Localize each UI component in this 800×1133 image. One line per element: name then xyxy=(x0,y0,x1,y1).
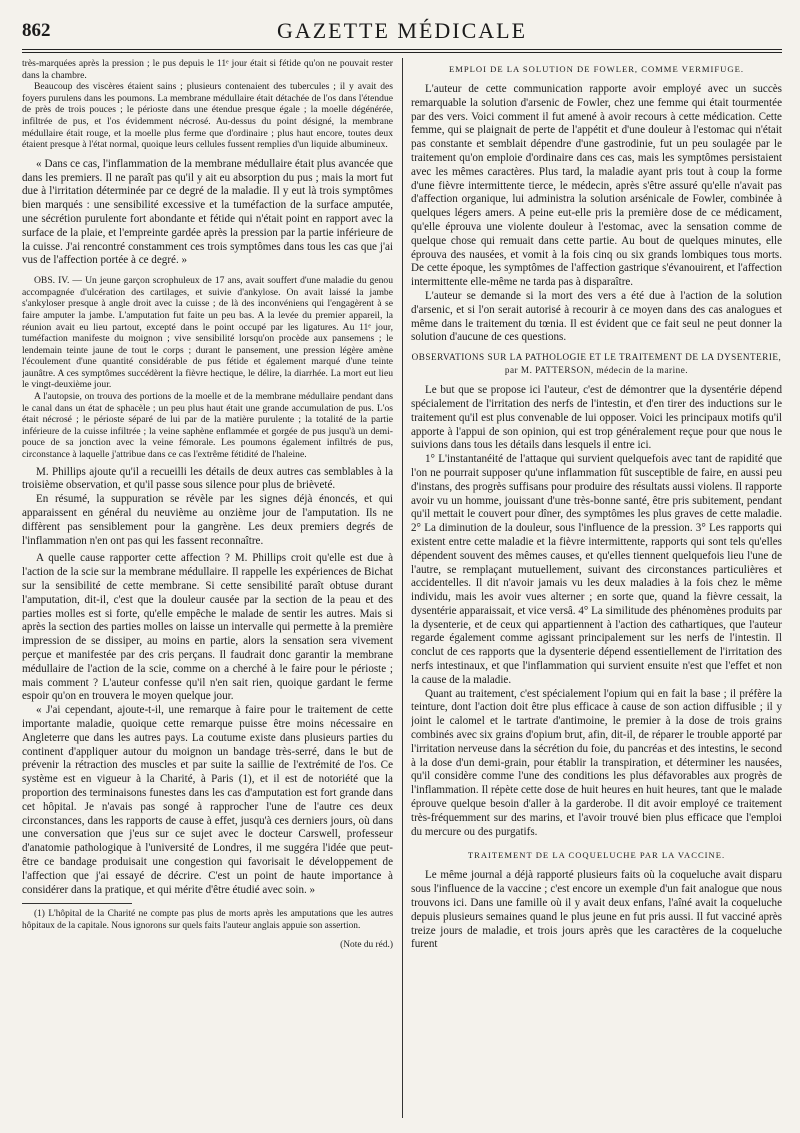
section-title: EMPLOI DE LA SOLUTION DE FOWLER, COMME VERMIFUGE. xyxy=(449,64,744,74)
right-column xyxy=(411,58,782,1118)
footnote-rule xyxy=(22,903,132,904)
header-rule-top xyxy=(22,49,782,50)
section-title: OBSERVATIONS SUR LA PATHOLOGIE ET LE TRAITEMENT DE LA DYSENTERIE, par M. PATTERSON, médecin de la marine. xyxy=(411,352,782,375)
paragraph: Beaucoup des viscères étaient sains ; plusieurs contenaient des tubercules ; il y avait des foyers purulens dans les poumons. La membrane médullaire était détachée de l'os dans l'étendue de près de trois pouces ; le périoste dans une étendue presque égale ; la moelle dégénérée, infiltrée de pus, et l'os évidemment nécrosé. Au-dessus du point désigné, la membrane médullaire était rouge, et la moelle plus ferme que d'ordinaire ; plus haut encore, toutes deux étaient presque à l'état normal, quoique leurs cellules fussent remplies d'un liquide albumineux. xyxy=(22,81,393,151)
paragraph: L'auteur de cette communication rapporte avoir employé avec un succès remarquable la solution d'arsenic de Fowler, chez une femme qui était tourmentée par des vers. Voici comment il fut amené à avoir recours à cette médication. Cette femme, qui se plaignait de perte de l'appétit et d'une douleur à l'estomac qui n'était pas constante et semblait dépendre d'une gastrodinie, fut un peu soulagée par le traitement qu'on emploie d'ordinaire dans ces cas, mais les symptômes persistaient avec les mêmes caractères. Plus tard, la maladie ayant pris tout à coup la forme d'une fièvre intermittente tierce, le médecin, après s'être assuré qu'elle n'avait pas d'affection organique, lui administra la solution arsénicale de Fowler, combinée à quelques légers amers. A peine eut-elle pris la première dose de ce médicament, qu'elle éprouva une violente douleur à l'estomac, avec la sensation comme de quelque chose qui remuait dans cette partie. Au bout de quelques minutes, elle éprouva des nausées, et vomit à la fois cinq ou six grands lombiques tous morts. De cette époque, les symptômes de l'affection gastrique s'évanouirent, et l'affection intermittente elle-même ne tarda pas à disparaître. xyxy=(411,83,782,289)
page-header xyxy=(22,18,782,48)
newspaper-page xyxy=(22,18,782,1118)
quote-paragraph: « Dans ce cas, l'inflammation de la membrane médullaire était plus avancée que dans les premiers. Il ne paraît pas qu'il y ait eu absorption du pus ; mais la mort fut due à l'irritation déterminée par ce degré de la maladie. Il y eut là trois symptômes bien marqués : une sensibilité excessive et la tuméfaction de la surface amputée, une sécrétion purulente fort abondante et fétide qui n'était point en rapport avec la surface de la plaie, et l'empreinte gardée après la pression par la partie inférieure de la cuisse. J'ai rencontré constamment ces trois symptômes dans tous les cas que j'ai vus de l'affection portée à ce degré. » xyxy=(22,157,393,267)
journal-title: GAZETTE MÉDICALE xyxy=(276,18,528,43)
columns xyxy=(22,58,782,1118)
column-divider xyxy=(402,58,403,1118)
footnote: (1) L'hôpital de la Charité ne compte pas plus de morts après les amputations que les autres hôpitaux de la capitale. Nous ignorons sur quels faits l'auteur anglais appuie son assertion. xyxy=(22,909,393,931)
paragraph: En résumé, la suppuration se révèle par les signes déjà énoncés, et qui apparaissent en général du neuvième au onzième jour de l'amputation. Ils ne diffèrent pas sensiblement pour la gangrène. Les deux premiers degrés de l'inflammation n'en ont pas qui les fassent reconnaître. xyxy=(22,493,393,547)
paragraph: L'auteur se demande si la mort des vers a été due à l'action de la solution d'arsenic, et si l'on serait autorisé à recourir à ce moyen dans des cas analogues et même dans le traitement du tœnia. Il est évident que ce fait seul ne peut donner la solution d'aucune de ces questions. xyxy=(411,289,782,344)
quote-paragraph: « J'ai cependant, ajoute-t-il, une remarque à faire pour le traitement de cette importante maladie, quoique cette remarque puisse être moins nécessaire en Angleterre que dans les autres pays. La coutume existe dans plusieurs parties du continent d'appliquer autour du moignon un bandage très-serré, dans le but de prévenir la rétraction des muscles et par suite la saillie de l'extrémité de l'os. Ce système est en vigueur à la Charité, à Paris (1), et il est de notoriété que la proportion des terminaisons funestes dans les cas d'amputation est fort grande dans cet hôpital. Je n'avais pas songé à rapprocher l'une de l'autre ces deux circonstances, dans les rapports de cause à effet, jusqu'à ces derniers jours, où dans une conversation que j'eus sur ce sujet avec le docteur Carswell, professeur d'anatomie pathologique à l'université de Londres, il me suggéra l'idée que peut-être ce bandage produisait une congestion qui favorisait le développement de l'affection que j'ai essayé de décrire. C'est un point de haute importance à considérer dans la pratique, et qui mérite d'être étudié avec soin. » xyxy=(22,704,393,896)
autopsy-paragraph: A l'autopsie, on trouva des portions de la moelle et de la membrane médullaire pendant dans le canal dans un état de sphacèle ; un peu plus haut était une grande accumulation de pus. L'os était nécrosé ; le périoste séparé de lui par de la matière purulente ; la totalité de la partie inférieure de la cuisse infiltrée ; la veine saphène enflammée et gorgée de pus jusqu'à un demi-pouce de sa jonction avec la veine fémorale. Les poumons également infiltrés de pus, circonstance à laquelle j'attribue dans ce cas l'extrême fétidité de l'haleine. xyxy=(22,391,393,461)
observation-paragraph: OBS. IV. — Un jeune garçon scrophuleux de 17 ans, avait souffert d'une maladie du genou accompagnée d'ulcération des cartilages, et suivie d'ankylose. On avait laissé la jambe s'ankyloser presque à angle droit avec la cuisse ; de là des inconvéniens qui l'engagèrent à se faire amputer la jambe. L'amputation fut faite un peu bas. A la levée du premier appareil, la réunion avait eu lieu partout, excepté dans le point occupé par les ligatures. Au 11ᵉ jour, tuméfaction manifeste du moignon ; vive sensibilité lorsqu'on procède aux pansemens ; le lendemain teinte jaune de tout le corps ; durant le pansement, une pression légère amène l'écoulement d'une quantité considérable de pus fétide et également marqué d'une teinte jaunâtre. A ces symptômes succédèrent la fièvre hectique, le délire, la diarrhée. La mort eut lieu le vingt-deuxième jour. xyxy=(22,275,393,391)
paragraph: Quant au traitement, c'est spécialement l'opium qui en fait la base ; il préfère la teinture, dont l'action doit être plus efficace à cause de son action diffusible ; il y joint le calomel et le tartrate d'antimoine, le premier à la dose de trois grains combinés avec six grains d'opium brut, afin, dit-il, de réparer le trouble apporté par l'irritation nerveuse dans la sécrétion du foie, du pancréas et des intestins, le second à la dose d'un demi-grain, pour établir la transpiration, et déterminer les nausées, qu'il considère comme l'une des conditions les plus défavorables aux progrès de l'inflammation. Il répète cette dose de huit heures en huit heures, tant que le malade éprouve quelque besoin d'aller à la garderobe. Il dit avoir employé ce traitement très-fréquemment sur des marins, et l'avoir trouvé bien plus efficace que l'emploi du mercure ou des purgatifs. xyxy=(411,687,782,838)
paragraph: 1° L'instantanéité de l'attaque qui survient quelquefois avec tant de rapidité que l'on ne pourrait supposer qu'une inflammation fût susceptible de faire, en aussi peu d'instans, des progrès suffisans pour produire des résultats aussi violens. Il rapporte avoir vu un homme, jouissant d'une très-bonne santé, être pris subitement, pendant qu'il mettait le couvert pour dîner, des symptômes les plus graves de cette maladie. 2° La diminution de la douleur, sous l'influence de la pression. 3° Les rapports qui existent entre cette maladie et la fièvre intermittente, rapports qui sont tels qu'elles dépendent souvent des mêmes causes, et qu'elles tiennent quelquefois lieu l'une de l'autre, se remplaçant mutuellement, suivant des circonstances particulières et accidentelles. Il dit n'avoir jamais vu les deux maladies à la fois chez le même individu, mais les avoir vues alterner ; en sorte que, quand la fièvre cessait, la dysentérie apparaissait, et vice versâ. 4° La similitude des phénomènes produits par la dysenterie, et de ceux qui appartiennent à l'action des cathartiques, que l'auteur regarde également comme agissant principalement sur les nerfs de l'intestin. Il conclut de ces rapports que la dysenterie dépend essentiellement de l'irritation des nerfs intestinaux, et que l'inflammation qui survient ensuite n'est que l'effet et non la cause de la maladie. xyxy=(411,453,782,686)
page-number: 862 xyxy=(22,20,51,41)
left-column xyxy=(22,58,393,1118)
paragraph: A quelle cause rapporter cette affection ? M. Phillips croit qu'elle est due à l'action de la scie sur la membrane médullaire. Il rappelle les expériences de Bichat sur la sensibilité de cette membrane. Si cette sensibilité paraît obtuse durant l'amputation, dit-il, c'est que la douleur causée par la section de la peau et des parties molles est si forte, qu'elle empêche le malade de sentir les autres. Mais si après la section des parties molles on laisse un intervalle qui permette à la première impression de se dissiper, au moins en partie, alors la sensation sera vivement perçue et manifestée par des cris perçans. Il faudrait donc garantir la membrane médullaire de l'action de la scie, comme on a cherché à le faire pour le périoste ; mais comment ? L'auteur confesse qu'il n'en sait rien, quoique gardant le ferme espoir qu'on en trouvera le moyen quelque jour. xyxy=(22,552,393,703)
paragraph: Le même journal a déjà rapporté plusieurs faits où la coqueluche avait disparu sous l'influence de la vaccine ; c'est encore un exemple d'un fait analogue que nous trouvons ici. Dans une famille où il y avait deux enfans, l'aîné avait la coqueluche depuis plusieurs semaines quand le plus jeune en fut pris aussi. Il fut vacciné après treize jours de maladie, et trois jours après que les caractères de la coqueluche furent xyxy=(411,869,782,951)
paragraph: M. Phillips ajoute qu'il a recueilli les détails de deux autres cas semblables à la troisième observation, et qu'il passe sous silence pour plus de brièveté. xyxy=(22,465,393,492)
footnote-attribution: (Note du réd.) xyxy=(340,939,393,950)
paragraph: Le but que se propose ici l'auteur, c'est de démontrer que la dysentérie dépend spécialement de l'irritation des nerfs de l'intestin, et d'en tirer des inductions sur le traitement qu'il est plus convenable de lui opposer. Voici les principaux motifs qu'il apporte à l'appui de son opinion, qui est trop généralement reçue pour que nous le suivions dans tous les détails dans lesquels il entre ici. xyxy=(411,384,782,452)
paragraph: très-marquées après la pression ; le pus depuis le 11ᵉ jour était si fétide qu'on ne pouvait rester dans la chambre. xyxy=(22,58,393,81)
section-title: TRAITEMENT DE LA COQUELUCHE PAR LA VACCINE. xyxy=(467,850,726,861)
header-rule-bottom xyxy=(22,52,782,53)
